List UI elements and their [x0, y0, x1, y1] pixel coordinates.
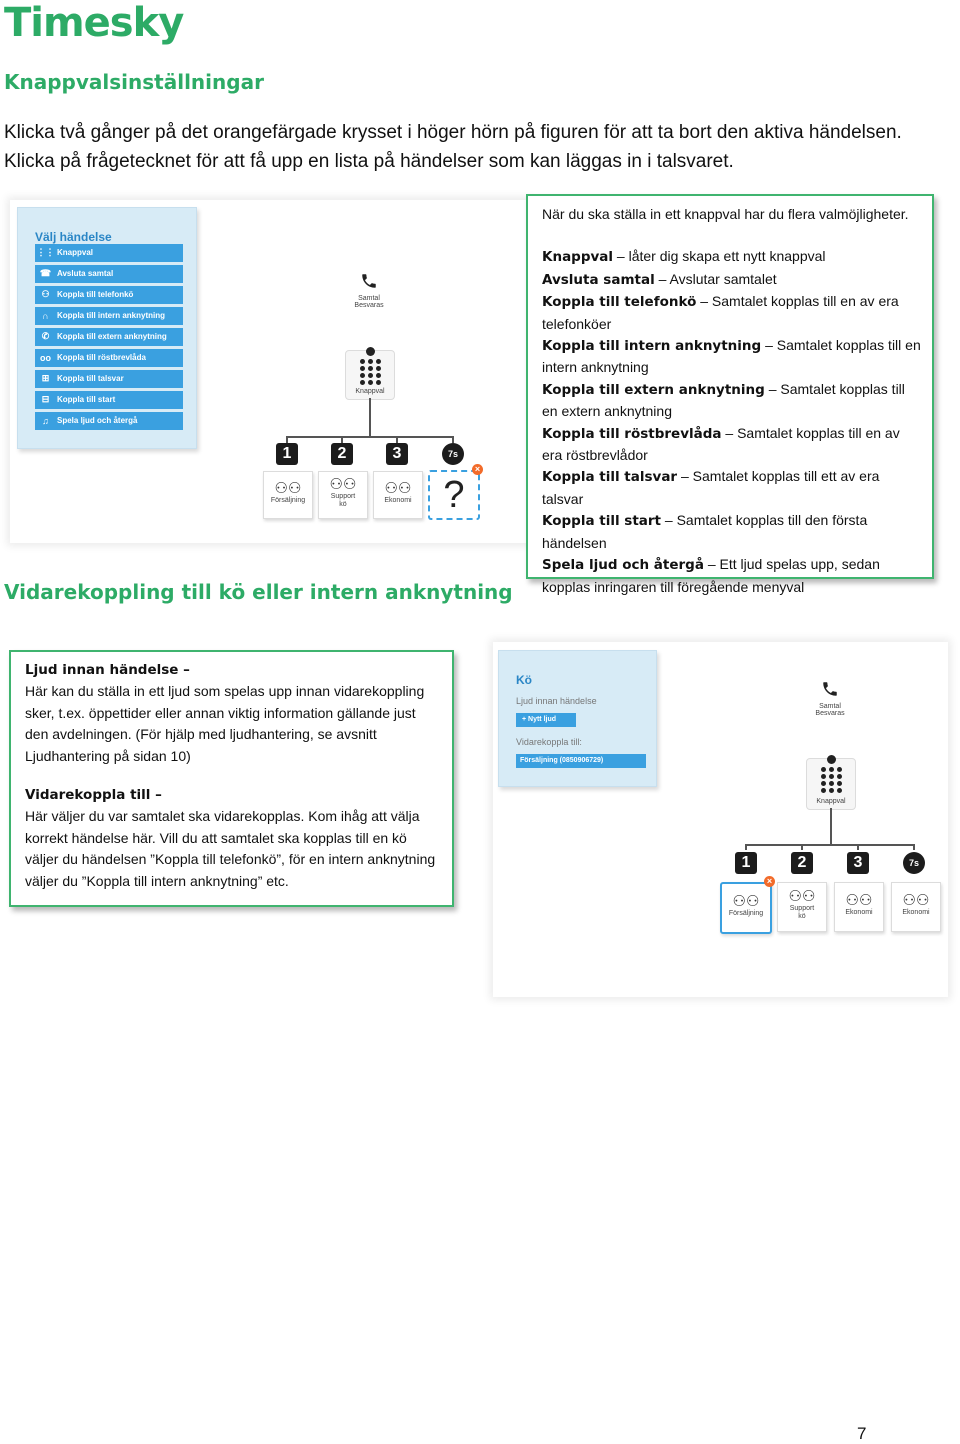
- event-menu-item-label: Koppla till talsvar: [57, 374, 124, 383]
- event-menu-item-label: Koppla till extern anknytning: [57, 332, 167, 341]
- option-name: Avsluta samtal: [542, 271, 655, 288]
- event-menu-item-label: Avsluta samtal: [57, 269, 114, 278]
- node-ekonomi-2[interactable]: [891, 882, 941, 932]
- keypad-dot: [360, 373, 365, 378]
- option-desc: – Samtalet kopplas till den första händelsen: [542, 512, 868, 551]
- keypad-dot: [360, 359, 365, 364]
- option-item: [542, 466, 922, 510]
- keypad-dot: [368, 380, 373, 385]
- keypad-dot: [829, 781, 834, 786]
- info-box: [9, 650, 454, 907]
- event-menu-item[interactable]: [35, 286, 183, 304]
- options-list: [542, 246, 922, 598]
- forward-target-select[interactable]: Försäljning (0850906729): [516, 754, 646, 768]
- option-desc: – Samtalet kopplas till ett av era talsvar: [542, 468, 880, 507]
- keypad-dot: [376, 380, 381, 385]
- node-ekonomi[interactable]: [373, 471, 423, 519]
- group-icon: ⚇⚇: [902, 892, 930, 909]
- event-menu-item[interactable]: [35, 370, 183, 388]
- phone-icon: ✆: [41, 331, 50, 341]
- event-menu-item[interactable]: [35, 265, 183, 283]
- option-desc: – Ett ljud spelas upp, sedan kopplas inringaren till föregående menyval: [542, 556, 880, 595]
- info-sound-title: Ljud innan händelse –: [25, 662, 190, 678]
- event-menu-item[interactable]: [35, 244, 183, 262]
- option-item: [542, 423, 922, 467]
- timer-icon[interactable]: 7s: [442, 443, 464, 465]
- keypad-dot: [368, 373, 373, 378]
- group-icon: ⚇⚇: [788, 888, 816, 905]
- event-menu-item-label: Koppla till intern anknytning: [57, 311, 165, 320]
- key-3[interactable]: 3: [847, 852, 869, 874]
- option-name: Koppla till röstbrevlåda: [542, 425, 722, 442]
- option-item: [542, 379, 922, 423]
- knappval-node[interactable]: [345, 350, 395, 400]
- option-name: Koppla till intern anknytning: [542, 338, 762, 355]
- option-name: Koppla till start: [542, 513, 662, 530]
- event-menu-item-label: Knappval: [57, 248, 94, 257]
- key-2[interactable]: 2: [791, 852, 813, 874]
- call-answered: [811, 680, 849, 717]
- voicemail-icon: oo: [40, 352, 51, 363]
- start-icon: ⊟: [41, 394, 50, 404]
- node-label: Försäljning: [728, 910, 764, 917]
- event-menu-item-label: Koppla till röstbrevlåda: [57, 353, 146, 362]
- event-menu-item[interactable]: [35, 307, 183, 325]
- keypad-dot: [837, 767, 842, 772]
- sound-badge-icon: [366, 347, 375, 356]
- phone-icon: [821, 680, 839, 698]
- option-desc: – Samtalet kopplas till en intern anknytning: [542, 337, 921, 376]
- option-desc: – Samtalet kopplas till en extern anknytning: [542, 380, 905, 420]
- keypad-dot: [376, 359, 381, 364]
- question-icon: ?: [443, 474, 465, 516]
- group-icon: ⚇⚇: [274, 480, 302, 497]
- keypad-dot: [821, 774, 826, 779]
- key-1[interactable]: 1: [735, 852, 757, 874]
- remove-event-icon[interactable]: ×: [764, 876, 775, 887]
- option-desc: – Samtalet kopplas till en av era telefonköer: [542, 293, 899, 332]
- remove-event-icon[interactable]: ×: [472, 464, 483, 475]
- keypad-dot: [829, 788, 834, 793]
- keypad-dot: [821, 788, 826, 793]
- org-icon: ⊞: [41, 373, 50, 383]
- group-icon: ⚇⚇: [384, 480, 412, 497]
- new-sound-button[interactable]: + Nytt ljud: [516, 713, 576, 727]
- event-menu-title: Välj händelse: [35, 230, 112, 244]
- node-label: Support kö: [789, 905, 815, 920]
- key-3[interactable]: 3: [386, 443, 408, 465]
- option-item: [542, 269, 922, 291]
- group-icon: ⚇⚇: [732, 893, 760, 910]
- option-desc: – Avslutar samtalet: [654, 270, 777, 287]
- knappval-label: Knappval: [355, 388, 385, 395]
- keypad-dot: [837, 774, 842, 779]
- section-heading-vidarekoppling: Vidarekoppling till kö eller intern anknytning: [4, 580, 513, 604]
- sound-before-label: Ljud innan händelse: [516, 696, 597, 706]
- keypad-dot: [837, 788, 842, 793]
- option-name: Koppla till extern anknytning: [542, 381, 765, 398]
- queue-panel: [498, 650, 657, 787]
- screenshot-knappval: [10, 200, 530, 543]
- node-ekonomi[interactable]: [834, 882, 884, 932]
- knappval-label: Knappval: [816, 798, 846, 805]
- node-support[interactable]: [777, 882, 827, 932]
- option-name: Spela ljud och återgå: [542, 557, 704, 574]
- keypad-dot: [368, 359, 373, 364]
- sound-badge-icon: [827, 755, 836, 764]
- options-intro: När du ska ställa in ett knappval har du flera valmöjligheter.: [542, 206, 909, 222]
- node-support[interactable]: [318, 471, 368, 519]
- call-answered-label: Samtal Besvaras: [354, 295, 384, 309]
- event-menu-list: [35, 244, 183, 433]
- info-sound-text: Här kan du ställa in ett ljud som spelas upp innan vidarekoppling sker, t.ex. öppettider eller annan viktig information gällande just den avdelningen. (För hjälp med ljudhantering, se avsnitt Ljudhantering på sidan 10): [25, 683, 425, 764]
- node-label: Ekonomi: [384, 497, 412, 504]
- group-icon: ⚇⚇: [329, 476, 357, 493]
- option-item: [542, 291, 922, 335]
- phone-icon: [360, 272, 378, 290]
- group-icon: ⚇⚇: [845, 892, 873, 909]
- keypad-dot: [376, 373, 381, 378]
- node-label: Ekonomi: [845, 909, 873, 916]
- key-2[interactable]: 2: [331, 443, 353, 465]
- event-menu-item-label: Koppla till telefonkö: [57, 290, 134, 299]
- option-name: Koppla till telefonkö: [542, 294, 697, 311]
- event-menu-item[interactable]: [35, 328, 183, 346]
- options-box: [526, 194, 934, 595]
- option-item: [542, 554, 922, 598]
- option-desc: – Samtalet kopplas till en av era röstbrevlådor: [542, 424, 900, 464]
- event-menu-panel: [17, 207, 197, 449]
- node-forsaljning-selected[interactable]: [720, 882, 772, 934]
- group-icon: ⚇: [41, 289, 50, 299]
- keypad-dot: [837, 781, 842, 786]
- option-desc: – låter dig skapa ett nytt knappval: [613, 248, 826, 265]
- node-label: Ekonomi: [902, 909, 930, 916]
- event-menu-item-label: Spela ljud och återgå: [57, 416, 138, 425]
- keypad-dot: [829, 767, 834, 772]
- keypad-dot: [821, 781, 826, 786]
- forward-to-label: Vidarekoppla till:: [516, 737, 582, 747]
- node-label: Försäljning: [270, 497, 306, 504]
- timer-icon[interactable]: 7s: [903, 852, 925, 874]
- page-number: 7: [857, 1424, 867, 1443]
- event-menu-item[interactable]: [35, 349, 183, 367]
- keypad-dot: [821, 767, 826, 772]
- sound-icon: ♫: [42, 415, 49, 426]
- call-answered-label: Samtal Besvaras: [815, 703, 845, 717]
- keypad-dot: [368, 366, 373, 371]
- event-menu-item[interactable]: [35, 391, 183, 409]
- keypad-dot: [376, 366, 381, 371]
- keypad-dot: [360, 380, 365, 385]
- node-forsaljning[interactable]: [263, 471, 313, 519]
- headset-icon: ∩: [42, 310, 49, 321]
- option-name: Koppla till talsvar: [542, 469, 678, 486]
- add-event-button[interactable]: [428, 470, 480, 520]
- intro-text: Klicka två gånger på det orangefärgade krysset i höger hörn på figuren för att ta bort den aktiva händelsen. Klicka på frågetecknet för att få upp en lista på händelser som kan läggas in i talsvaret.: [4, 122, 902, 172]
- event-menu-item-label: Koppla till start: [57, 395, 116, 404]
- knappval-node[interactable]: [806, 758, 856, 810]
- queue-title: Kö: [516, 673, 532, 687]
- call-answered: [350, 272, 388, 309]
- info-forward-title: Vidarekoppla till –: [25, 787, 162, 804]
- timesky-logo: Timesky: [4, 0, 184, 46]
- option-item: [542, 510, 922, 554]
- hangup-icon: ☎: [39, 268, 52, 278]
- key-1[interactable]: 1: [276, 443, 298, 465]
- keypad-dot: [360, 366, 365, 371]
- screenshot-queue: [493, 642, 948, 997]
- node-label: Support kö: [330, 493, 356, 508]
- event-menu-item[interactable]: [35, 412, 183, 430]
- section-heading-knappval: Knappvalsinställningar: [4, 70, 264, 94]
- option-item: [542, 246, 922, 268]
- option-item: [542, 335, 922, 379]
- keypad-icon: ⋮⋮: [36, 247, 55, 257]
- option-name: Knappval: [542, 249, 614, 266]
- keypad-dot: [829, 774, 834, 779]
- info-forward-text: Här väljer du var samtalet ska vidarekopplas. Kom ihåg att välja korrekt händelse här. Vill du att samtalet ska kopplas till en kö väljer du händelsen ”Koppla till telefonkö”, för en intern anknytning väljer du ”Koppla till intern anknytning” etc.: [25, 808, 436, 889]
